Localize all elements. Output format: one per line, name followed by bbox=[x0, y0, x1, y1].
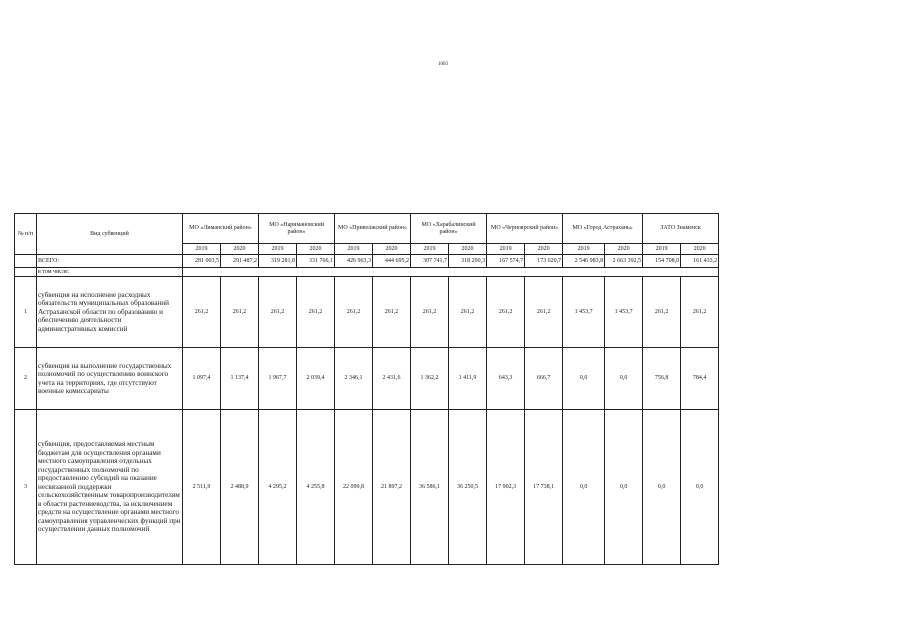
row-value: 1 967,7 bbox=[259, 348, 297, 410]
row-value: 2 488,9 bbox=[221, 410, 259, 565]
row-value: 1 097,4 bbox=[183, 348, 221, 410]
row-value: 666,7 bbox=[525, 348, 563, 410]
row-value: 0,0 bbox=[643, 410, 681, 565]
column-header-subvention-type: Вид субвенций bbox=[37, 214, 183, 255]
row-value: 17 902,3 bbox=[487, 410, 525, 565]
total-value: 318 290,3 bbox=[449, 255, 487, 268]
total-value: 426 963,3 bbox=[335, 255, 373, 268]
row-value: 261,2 bbox=[411, 277, 449, 348]
row-value: 2 346,1 bbox=[335, 348, 373, 410]
year-header: 2020 bbox=[449, 244, 487, 255]
total-value: 2 663 392,5 bbox=[605, 255, 643, 268]
year-header: 2019 bbox=[487, 244, 525, 255]
total-number-cell bbox=[15, 255, 37, 268]
row-value: 0,0 bbox=[563, 410, 605, 565]
total-value: 291 487,2 bbox=[221, 255, 259, 268]
total-value: 167 574,7 bbox=[487, 255, 525, 268]
row-value: 261,2 bbox=[643, 277, 681, 348]
table-row bbox=[15, 348, 719, 410]
total-label: ВСЕГО: bbox=[37, 255, 183, 268]
year-header: 2019 bbox=[563, 244, 605, 255]
column-header-municipality: МО «Харабалинский район» bbox=[411, 214, 487, 244]
row-value: 1 137,4 bbox=[221, 348, 259, 410]
year-header: 2019 bbox=[643, 244, 681, 255]
row-value: 4 295,2 bbox=[259, 410, 297, 565]
row-value: 1 453,7 bbox=[563, 277, 605, 348]
table-row bbox=[15, 410, 719, 565]
year-header: 2020 bbox=[373, 244, 411, 255]
subvention-description: субвенция на выполнение государственных полномочий по осуществлению воинского учета на территориях, где отсутствуют военные комиссариаты bbox=[37, 348, 183, 410]
year-header: 2020 bbox=[681, 244, 719, 255]
column-header-number: № п/п bbox=[15, 214, 37, 255]
including-number-cell bbox=[15, 268, 37, 277]
column-header-municipality: МО «Приволжский район» bbox=[335, 214, 411, 244]
including-row bbox=[15, 268, 719, 277]
including-empty-cells bbox=[183, 268, 719, 277]
row-value: 17 738,1 bbox=[525, 410, 563, 565]
column-header-municipality: МО «Наримановский район» bbox=[259, 214, 335, 244]
row-value: 261,2 bbox=[487, 277, 525, 348]
row-value: 756,8 bbox=[643, 348, 681, 410]
row-value: 0,0 bbox=[563, 348, 605, 410]
year-header: 2019 bbox=[183, 244, 221, 255]
total-value: 444 695,2 bbox=[373, 255, 411, 268]
row-value: 261,2 bbox=[183, 277, 221, 348]
subvention-table bbox=[14, 213, 719, 565]
total-value: 2 546 983,8 bbox=[563, 255, 605, 268]
row-value: 261,2 bbox=[221, 277, 259, 348]
column-header-municipality: МО «Лиманский район» bbox=[183, 214, 259, 244]
row-number: 2 bbox=[15, 348, 37, 410]
year-header: 2019 bbox=[411, 244, 449, 255]
subvention-description: субвенция, предоставляемая местным бюджетам для осуществления органами местного самоуправления отдельных государственных полномочий по предоставлению субсидий на оказание несвязанной поддержки сельскохозяйственным товаропроизводителям в области растениеводства, за исключением средств на осуществление органами местного самоуправления управленческих функций при осуществлении данных полномочий bbox=[37, 410, 183, 565]
total-value: 173 020,7 bbox=[525, 255, 563, 268]
row-value: 36 586,1 bbox=[411, 410, 449, 565]
column-header-municipality: МО «Город Астрахань» bbox=[563, 214, 643, 244]
year-header: 2019 bbox=[259, 244, 297, 255]
total-value: 331 766,1 bbox=[297, 255, 335, 268]
row-number: 3 bbox=[15, 410, 37, 565]
total-value: 319 281,8 bbox=[259, 255, 297, 268]
table-row bbox=[15, 277, 719, 348]
row-value: 643,3 bbox=[487, 348, 525, 410]
total-value: 161 433,2 bbox=[681, 255, 719, 268]
total-value: 154 708,0 bbox=[643, 255, 681, 268]
row-value: 4 255,8 bbox=[297, 410, 335, 565]
row-value: 261,2 bbox=[681, 277, 719, 348]
column-header-municipality: ЗАТО Знаменск bbox=[643, 214, 719, 244]
row-value: 36 250,5 bbox=[449, 410, 487, 565]
row-value: 261,2 bbox=[297, 277, 335, 348]
subvention-description: субвенция на исполнение расходных обязательств муниципальных образований Астраханской области по образованию и обеспечению деятельности административных комиссий bbox=[37, 277, 183, 348]
row-value: 261,2 bbox=[449, 277, 487, 348]
total-value: 281 003,5 bbox=[183, 255, 221, 268]
year-header: 2020 bbox=[605, 244, 643, 255]
row-value: 0,0 bbox=[681, 410, 719, 565]
row-value: 261,2 bbox=[373, 277, 411, 348]
total-row bbox=[15, 255, 719, 268]
row-value: 784,4 bbox=[681, 348, 719, 410]
row-value: 1 362,2 bbox=[411, 348, 449, 410]
row-value: 261,2 bbox=[259, 277, 297, 348]
column-header-municipality: МО «Черноярский район» bbox=[487, 214, 563, 244]
row-value: 0,0 bbox=[605, 348, 643, 410]
including-label: в том числе: bbox=[37, 268, 183, 277]
year-header: 2020 bbox=[525, 244, 563, 255]
row-number: 1 bbox=[15, 277, 37, 348]
row-value: 2 039,4 bbox=[297, 348, 335, 410]
row-value: 22 099,8 bbox=[335, 410, 373, 565]
year-header: 2020 bbox=[221, 244, 259, 255]
header-row bbox=[15, 214, 719, 244]
year-header: 2020 bbox=[297, 244, 335, 255]
row-value: 1 411,9 bbox=[449, 348, 487, 410]
page-number: 1003 bbox=[438, 62, 448, 67]
row-value: 2 511,9 bbox=[183, 410, 221, 565]
row-value: 1 453,7 bbox=[605, 277, 643, 348]
year-header: 2019 bbox=[335, 244, 373, 255]
total-value: 307 741,7 bbox=[411, 255, 449, 268]
row-value: 261,2 bbox=[525, 277, 563, 348]
row-value: 261,2 bbox=[335, 277, 373, 348]
row-value: 2 431,6 bbox=[373, 348, 411, 410]
row-value: 0,0 bbox=[605, 410, 643, 565]
row-value: 21 897,2 bbox=[373, 410, 411, 565]
